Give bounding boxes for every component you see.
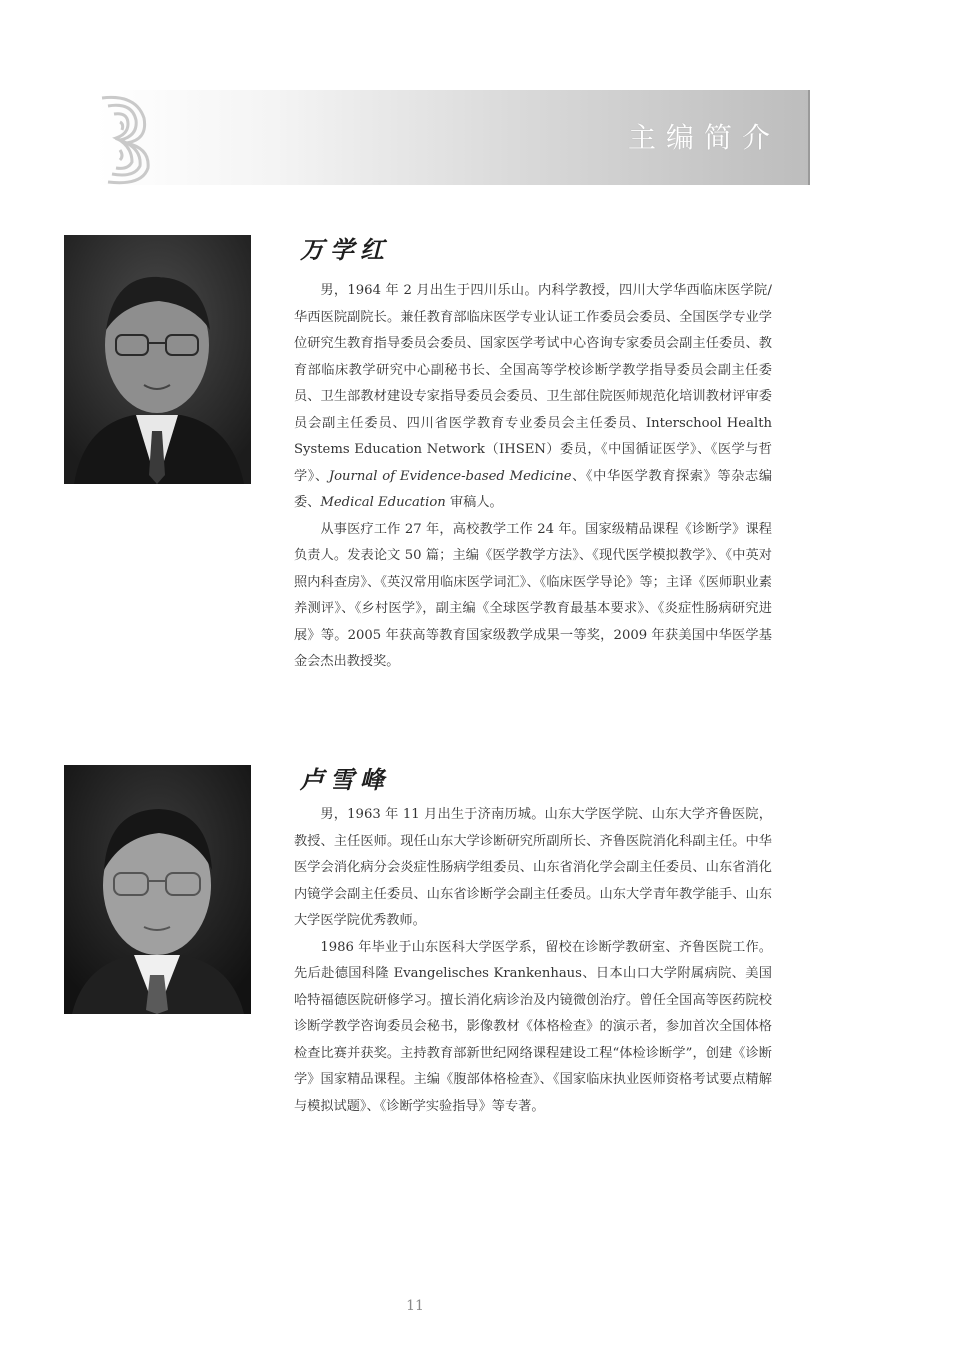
editor-bio: [294, 278, 772, 676]
bio-text-run: 审稿人。: [445, 495, 503, 510]
page-number: 11: [406, 1298, 424, 1314]
bio-text-run: 1986 年毕业于山东医科大学医学系，留校在诊断学教研室、齐鲁医院工作。先后赴德国科隆 Evangelisches Krankenhaus、日本山口大学附属病院、美国哈特福德医院研修学习。擅长消化病诊治及内镜微创治疗。曾任全国高等医药院校诊断学教学咨询委员会秘书，影像教材《体格检查》的演示者，参加首次全国体格检查比赛并获奖。主持教育部新世纪网络课程建设工程“体检诊断学”，创建《诊断学》国家精品课程。主编《腹部体格检查》、《国家临床执业医师资格考试要点精解与模拟试题》、《诊断学实验指导》等专著。: [294, 939, 772, 1114]
editor-bio: [294, 802, 772, 1120]
bio-paragraph: [294, 517, 772, 676]
bio-text-run: 、《中华医学教育探索》等杂志编委、: [294, 468, 773, 510]
editor-name: 万学红: [300, 235, 390, 264]
concentric-logo-icon: [96, 88, 156, 188]
bio-text-run-italic: Medical Education: [320, 495, 446, 510]
bio-text-run: 从事医疗工作 27 年，高校教学工作 24 年。国家级精品课程《诊断学》课程负责人。发表论文 50 篇；主编《医学教学方法》、《现代医学模拟教学》、《中英对照内科查房》、《英汉常用临床医学词汇》、《临床医学导论》等；主译《医师职业素养测评》、《乡村医学》，副主编《全球医学教育最基本要求》、《炎症性肠病研究进展》等。2005 年获高等教育国家级教学成果一等奖，2009 年获美国中华医学基金会杰出教授奖。: [294, 521, 772, 669]
bio-paragraph: [294, 935, 772, 1121]
bio-text-run-italic: Journal of Evidence-based Medicine: [328, 468, 572, 484]
editor-portrait-photo: [64, 765, 251, 1014]
section-title: 主编简介: [627, 121, 780, 154]
bio-paragraph: [294, 278, 772, 517]
bio-paragraph: [294, 802, 772, 935]
bio-text-run: 男，1964 年 2 月出生于四川乐山。内科学教授，四川大学华西临床医学院/华西医院副院长。兼任教育部临床医学专业认证工作委员会委员、全国医学专业学位研究生教育指导委员会委员、国家医学考试中心咨询专家委员会副主任委员、教育部临床教学研究中心副秘书长、全国高等学校诊断学教学指导委员会副主任委员、卫生部教材建设专家指导委员会委员、卫生部住院医师规范化培训教材评审委员会副主任委员、四川省医学教育专业委员会主任委员、Interschool Health Systems Education Network（IHSEN）委员，《中国循证医学》、《医学与哲学》、: [294, 283, 772, 484]
editor-portrait-photo: [64, 235, 251, 484]
editor-name: 卢雪峰: [300, 765, 390, 794]
bio-text-run: 男，1963 年 11 月出生于济南历城。山东大学医学院、山东大学齐鲁医院，教授、主任医师。现任山东大学诊断研究所副所长、齐鲁医院消化科副主任。中华医学会消化病分会炎症性肠病学组委员、山东省消化学会副主任委员、山东省消化内镜学会副主任委员、山东省诊断学会副主任委员。山东大学青年教学能手、山东大学医学院优秀教师。: [294, 807, 772, 928]
